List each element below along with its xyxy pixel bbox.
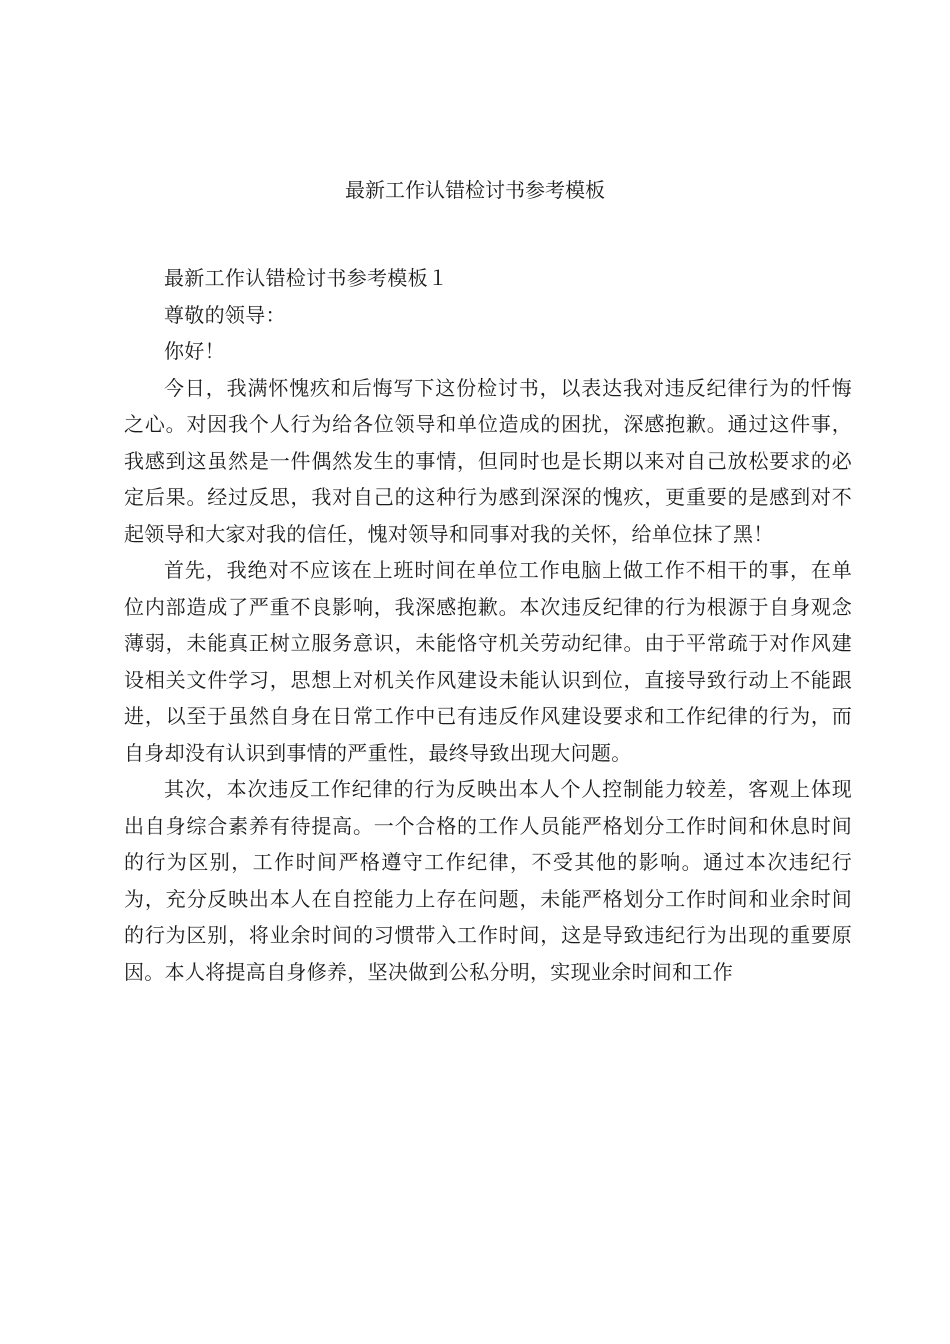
paragraph: 首先，我绝对不应该在上班时间在单位工作电脑上做工作不相干的事，在单位内部造成了严重不良影响，我深感抱歉。本次违反纪律的行为根源于自身观念薄弱，未能真正树立服务意识，未能恪守机关劳动纪律。由于平常疏于对作风建设相关文件学习，思想上对机关作风建设未能认识到位，直接导致行动上不能跟进，以至于虽然自身在日常工作中已有违反作风建设要求和工作纪律的行为，而自身却没有认识到事情的严重性，最终导致出现大问题。 bbox=[124, 558, 852, 765]
document-body bbox=[124, 260, 852, 990]
salutation: 尊敬的领导： bbox=[164, 302, 286, 327]
section-heading: 最新工作认错检讨书参考模板１ bbox=[164, 266, 449, 290]
paragraph: 今日，我满怀愧疚和后悔写下这份检讨书，以表达我对违反纪律行为的忏悔之心。对因我个人行为给各位领导和单位造成的困扰，深感抱歉。通过这件事，我感到这虽然是一件偶然发生的事情，但同时也是长期以来对自己放松要求的必定后果。经过反思，我对自己的这种行为感到深深的愧疚，更重要的是感到对不起领导和大家对我的信任，愧对领导和同事对我的关怀，给单位抹了黑！ bbox=[124, 375, 852, 546]
document-title: 最新工作认错检讨书参考模板 bbox=[345, 178, 605, 202]
paragraph: 其次，本次违反工作纪律的行为反映出本人个人控制能力较差，客观上体现出自身综合素养有待提高。一个合格的工作人员能严格划分工作时间和休息时间的行为区别，工作时间严格遵守工作纪律，不受其他的影响。通过本次违纪行为，充分反映出本人在自控能力上存在问题，未能严格划分工作时间和业余时间的行为区别，将业余时间的习惯带入工作时间，这是导致违纪行为出现的重要原因。本人将提高自身修养，坚决做到公私分明，实现业余时间和工作 bbox=[124, 777, 852, 984]
greeting: 你好！ bbox=[164, 339, 225, 363]
